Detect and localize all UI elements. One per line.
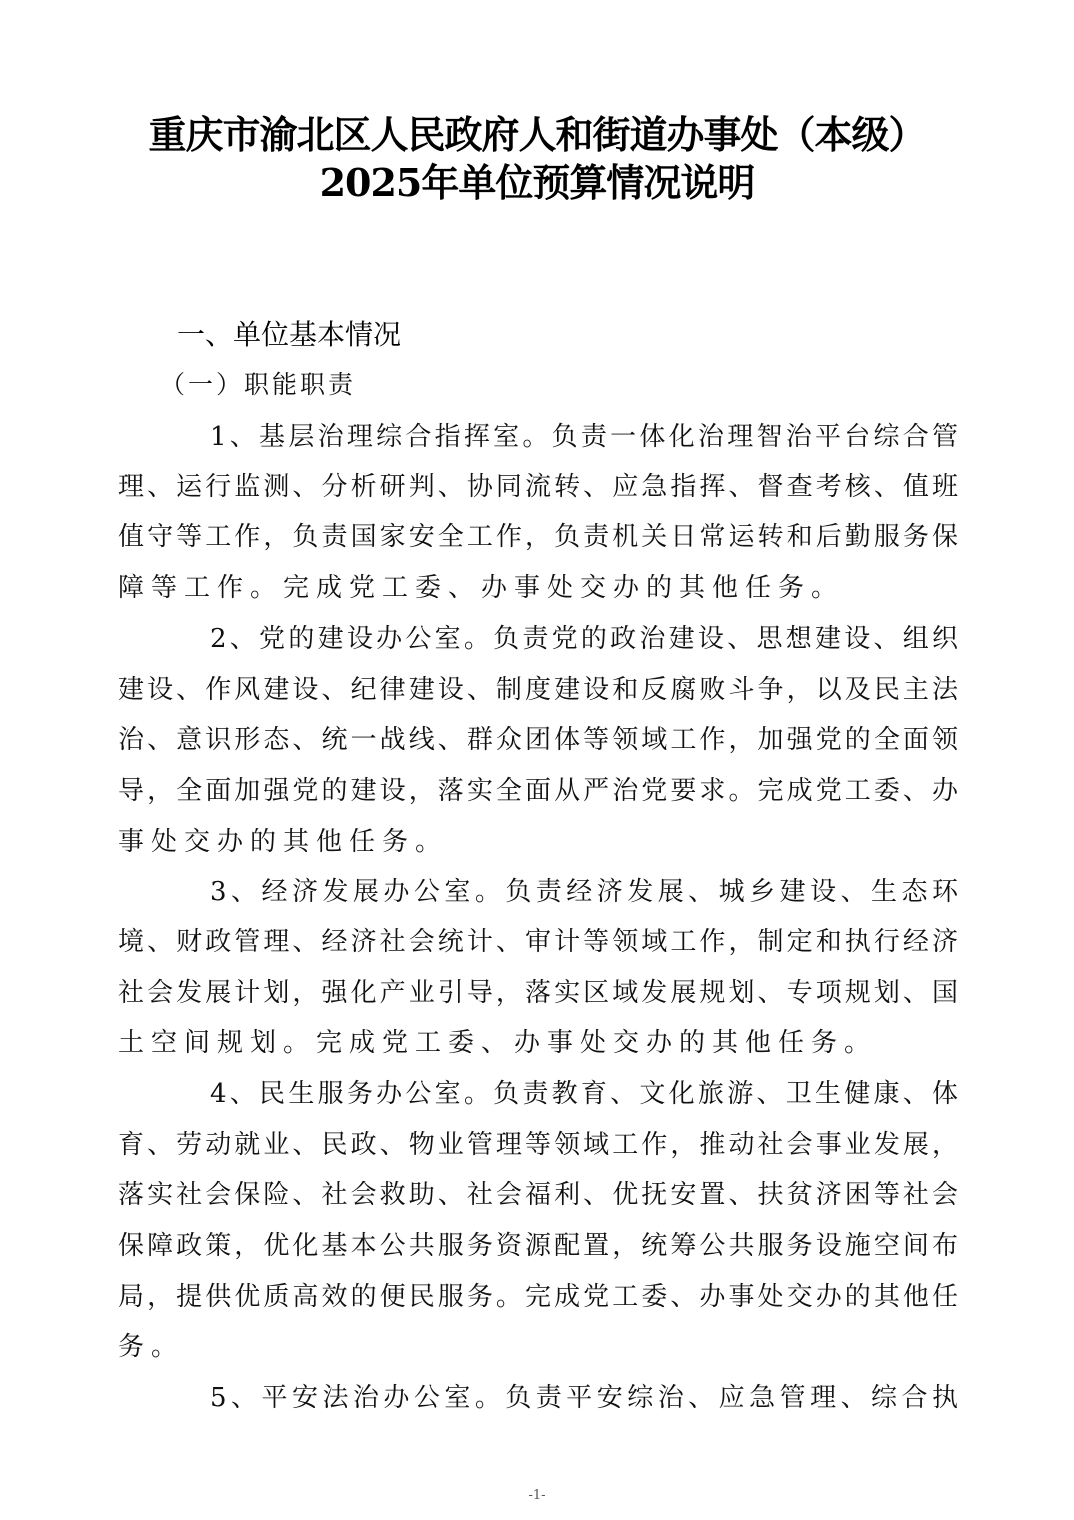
paragraph-line: 社会发展计划，强化产业引导，落实区域发展规划、专项规划、国 [118, 978, 958, 1008]
section-heading: 一、单位基本情况 [177, 318, 402, 351]
paragraph-line: 障等工作。完成党工委、办事处交办的其他任务。 [118, 573, 845, 603]
subsection-heading: （一）职能职责 [160, 370, 357, 399]
paragraph-line: 务。 [118, 1332, 185, 1362]
document-title-line-1: 重庆市渝北区人民政府人和街道办事处（本级） [148, 112, 926, 157]
paragraph-line: 导，全面加强党的建设，落实全面从严治党要求。完成党工委、办 [118, 776, 958, 806]
page-number: -1- [528, 1488, 546, 1503]
paragraph-line: 土空间规划。完成党工委、办事处交办的其他任务。 [118, 1028, 878, 1058]
paragraph-line: 事处交办的其他任务。 [118, 827, 449, 857]
paragraph-line: 理、运行监测、分析研判、协同流转、应急指挥、督查考核、值班 [118, 472, 958, 502]
paragraph-line: 5、平安法治办公室。负责平安综治、应急管理、综合执 [210, 1383, 958, 1413]
paragraph-line: 局，提供优质高效的便民服务。完成党工委、办事处交办的其他任 [118, 1282, 958, 1312]
paragraph-line: 建设、作风建设、纪律建设、制度建设和反腐败斗争，以及民主法 [118, 675, 958, 705]
paragraph-line: 育、劳动就业、民政、物业管理等领域工作，推动社会事业发展， [118, 1130, 958, 1160]
paragraph-line: 落实社会保险、社会救助、社会福利、优抚安置、扶贫济困等社会 [118, 1180, 958, 1210]
paragraph-line: 治、意识形态、统一战线、群众团体等领域工作，加强党的全面领 [118, 725, 958, 755]
paragraph-line: 值守等工作，负责国家安全工作，负责机关日常运转和后勤服务保 [118, 522, 958, 552]
document-title-line-2: 2025年单位预算情况说明 [319, 160, 755, 205]
paragraph-line: 境、财政管理、经济社会统计、审计等领域工作，制定和执行经济 [118, 927, 958, 957]
paragraph-line: 保障政策，优化基本公共服务资源配置，统筹公共服务设施空间布 [118, 1231, 958, 1261]
paragraph-line: 2、党的建设办公室。负责党的政治建设、思想建设、组织 [210, 624, 958, 654]
paragraph-line: 4、民生服务办公室。负责教育、文化旅游、卫生健康、体 [210, 1079, 958, 1109]
paragraph-line: 1、基层治理综合指挥室。负责一体化治理智治平台综合管 [210, 422, 958, 452]
paragraph-line: 3、经济发展办公室。负责经济发展、城乡建设、生态环 [210, 877, 958, 907]
